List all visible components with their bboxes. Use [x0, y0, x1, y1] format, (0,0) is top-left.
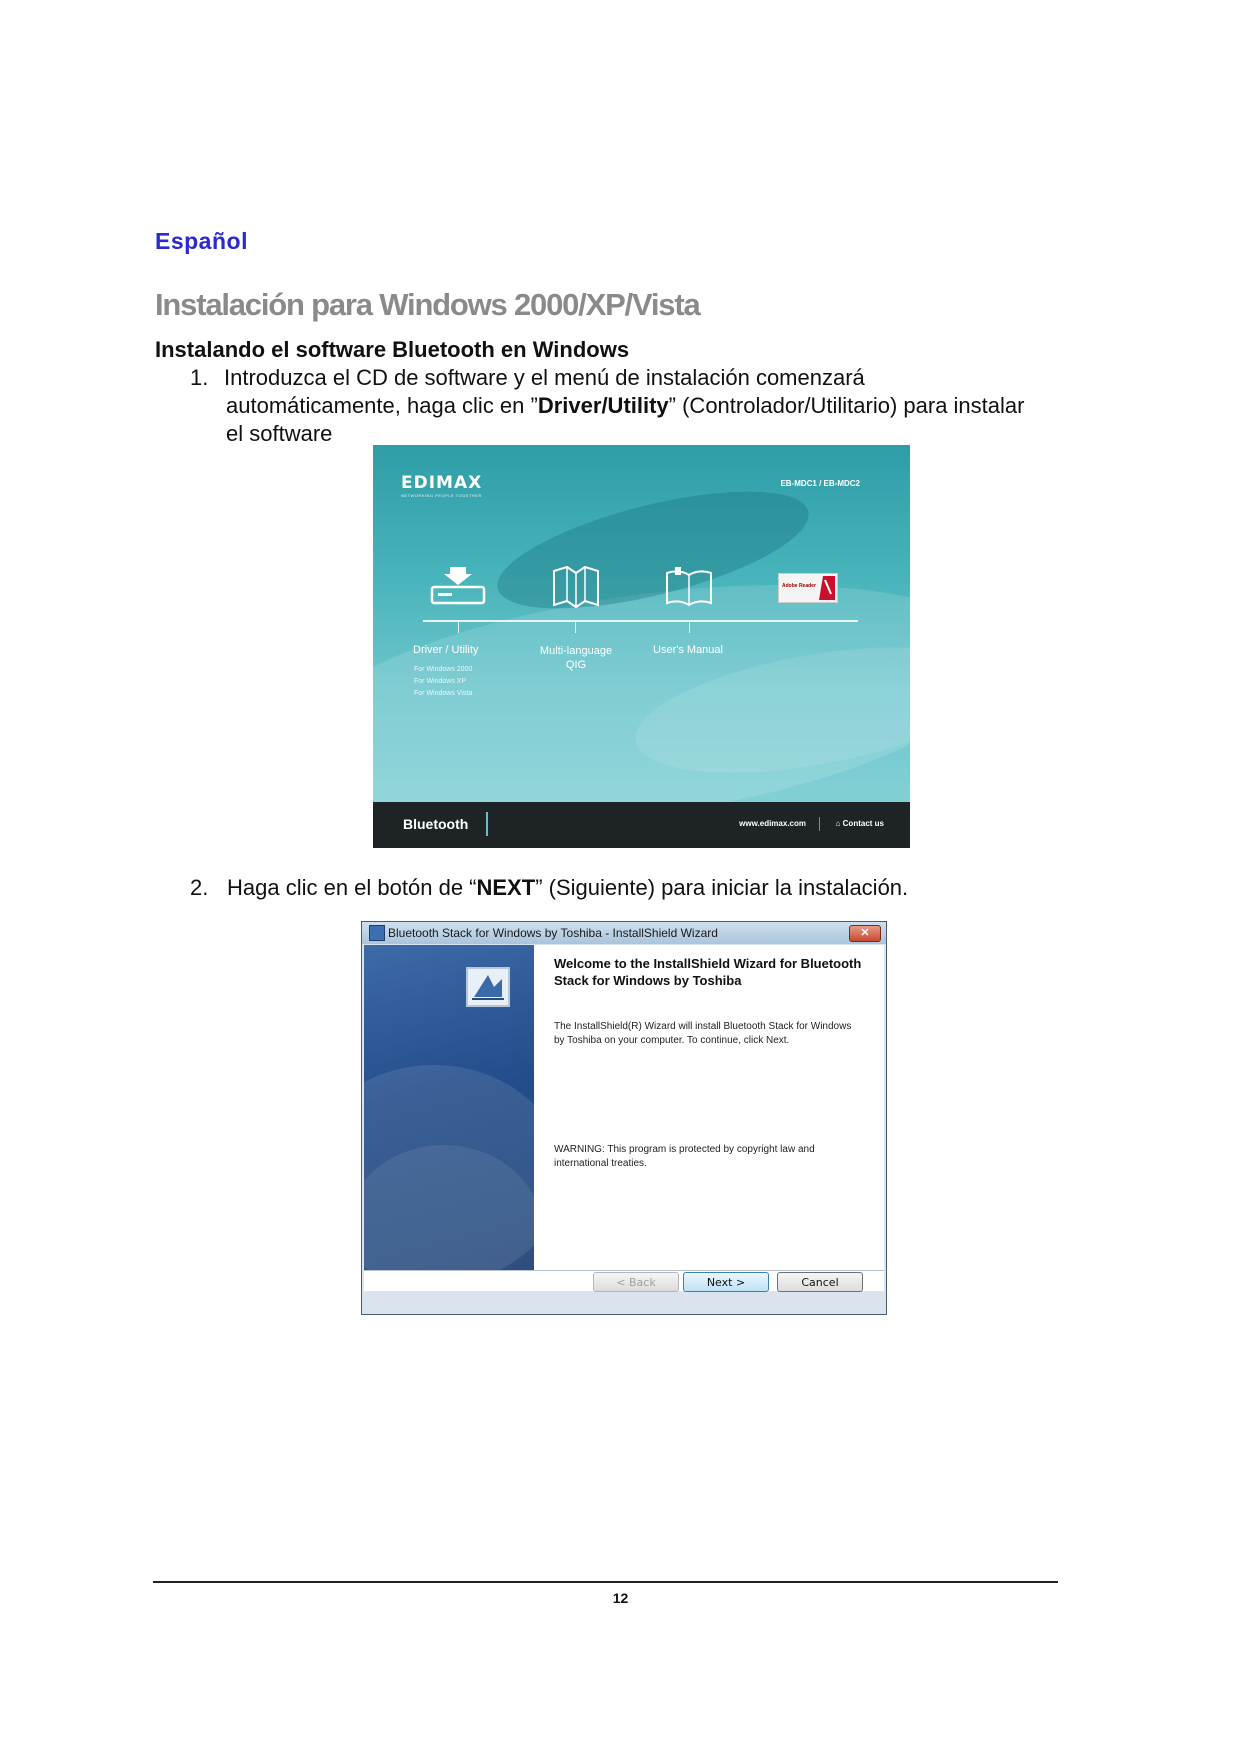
- step-text: Haga clic en el botón de “: [227, 875, 477, 900]
- step-bold-term: Driver/Utility: [537, 393, 669, 418]
- wizard-body: [364, 945, 884, 1291]
- driver-sub-item[interactable]: For Windows Vista: [414, 690, 473, 697]
- window-titlebar[interactable]: [362, 922, 886, 944]
- step-text: el software: [226, 421, 333, 446]
- cd-bottom-bar: [373, 802, 910, 848]
- website-link[interactable]: www.edimax.com: [739, 819, 806, 828]
- menu-divider: [423, 620, 858, 622]
- wizard-description: The InstallShield(R) Wizard will install Bluetooth Stack for Windows by Toshiba on your computer. To continue, click Next.: [554, 1021, 852, 1046]
- step-text: ” (Siguiente) para iniciar la instalación.: [535, 875, 909, 900]
- logo-tagline: NETWORKING PEOPLE TOGETHER: [401, 493, 482, 498]
- section-title: Instalación para Windows 2000/XP/Vista: [155, 287, 700, 322]
- menu-item-users-manual[interactable]: User's Manual: [653, 644, 723, 656]
- step-bold-term: NEXT: [476, 875, 536, 900]
- next-button[interactable]: Next >: [683, 1272, 769, 1292]
- step-text: ” (Controlador/Utilitario) para instalar: [668, 393, 1025, 418]
- menu-item-multi-language-qig[interactable]: Multi-language QIG: [539, 645, 613, 671]
- page-number: 12: [612, 1590, 629, 1606]
- bluetooth-title: Bluetooth: [403, 816, 469, 832]
- driver-sub-item[interactable]: For Windows XP: [414, 678, 467, 685]
- wizard-warning: WARNING: This program is protected by copyright law and international treaties.: [554, 1144, 815, 1169]
- step-number: 1.: [190, 365, 209, 390]
- house-icon: ⌂: [835, 819, 843, 828]
- model-label: EB-MDC1 / EB-MDC2: [780, 479, 860, 488]
- section-subtitle: Instalando el software Bluetooth en Windows: [155, 337, 630, 362]
- menu-item-driver-utility[interactable]: Driver / Utility: [413, 644, 479, 656]
- window-title: Bluetooth Stack for Windows by Toshiba - InstallShield Wizard: [388, 926, 718, 940]
- driver-utility-icon[interactable]: [428, 567, 488, 607]
- step-text: Introduzca el CD de software y el menú de instalación comenzará: [224, 365, 865, 390]
- language-label: Español: [155, 228, 248, 254]
- adobe-reader-icon[interactable]: [778, 573, 838, 603]
- contact-us-link[interactable]: ⌂ Contact us: [835, 819, 884, 828]
- installshield-wizard-screenshot: [361, 921, 887, 1315]
- open-book-icon[interactable]: [663, 567, 715, 607]
- map-book-icon[interactable]: [551, 565, 601, 609]
- edimax-logo: EDIMAX: [401, 473, 483, 493]
- footer-rule: [153, 1581, 1058, 1583]
- step-text: automáticamente, haga clic en ”: [226, 393, 538, 418]
- back-button[interactable]: < Back: [593, 1272, 679, 1292]
- driver-sub-list: [414, 664, 472, 700]
- wizard-side-banner: [364, 945, 534, 1270]
- installer-app-icon: [369, 925, 385, 941]
- adobe-reader-text: Adobe Reader: [782, 583, 816, 589]
- driver-sub-item[interactable]: For Windows 2000: [414, 666, 473, 673]
- cancel-button[interactable]: Cancel: [777, 1272, 863, 1292]
- close-icon[interactable]: ✕: [849, 925, 881, 942]
- wizard-heading: Welcome to the InstallShield Wizard for Bluetooth Stack for Windows by Toshiba: [554, 956, 862, 988]
- cd-installer-screenshot: [373, 445, 910, 848]
- step-2: [190, 874, 1090, 902]
- installshield-icon: [466, 967, 510, 1007]
- step-number: 2.: [190, 875, 209, 900]
- step-1: [190, 364, 1090, 448]
